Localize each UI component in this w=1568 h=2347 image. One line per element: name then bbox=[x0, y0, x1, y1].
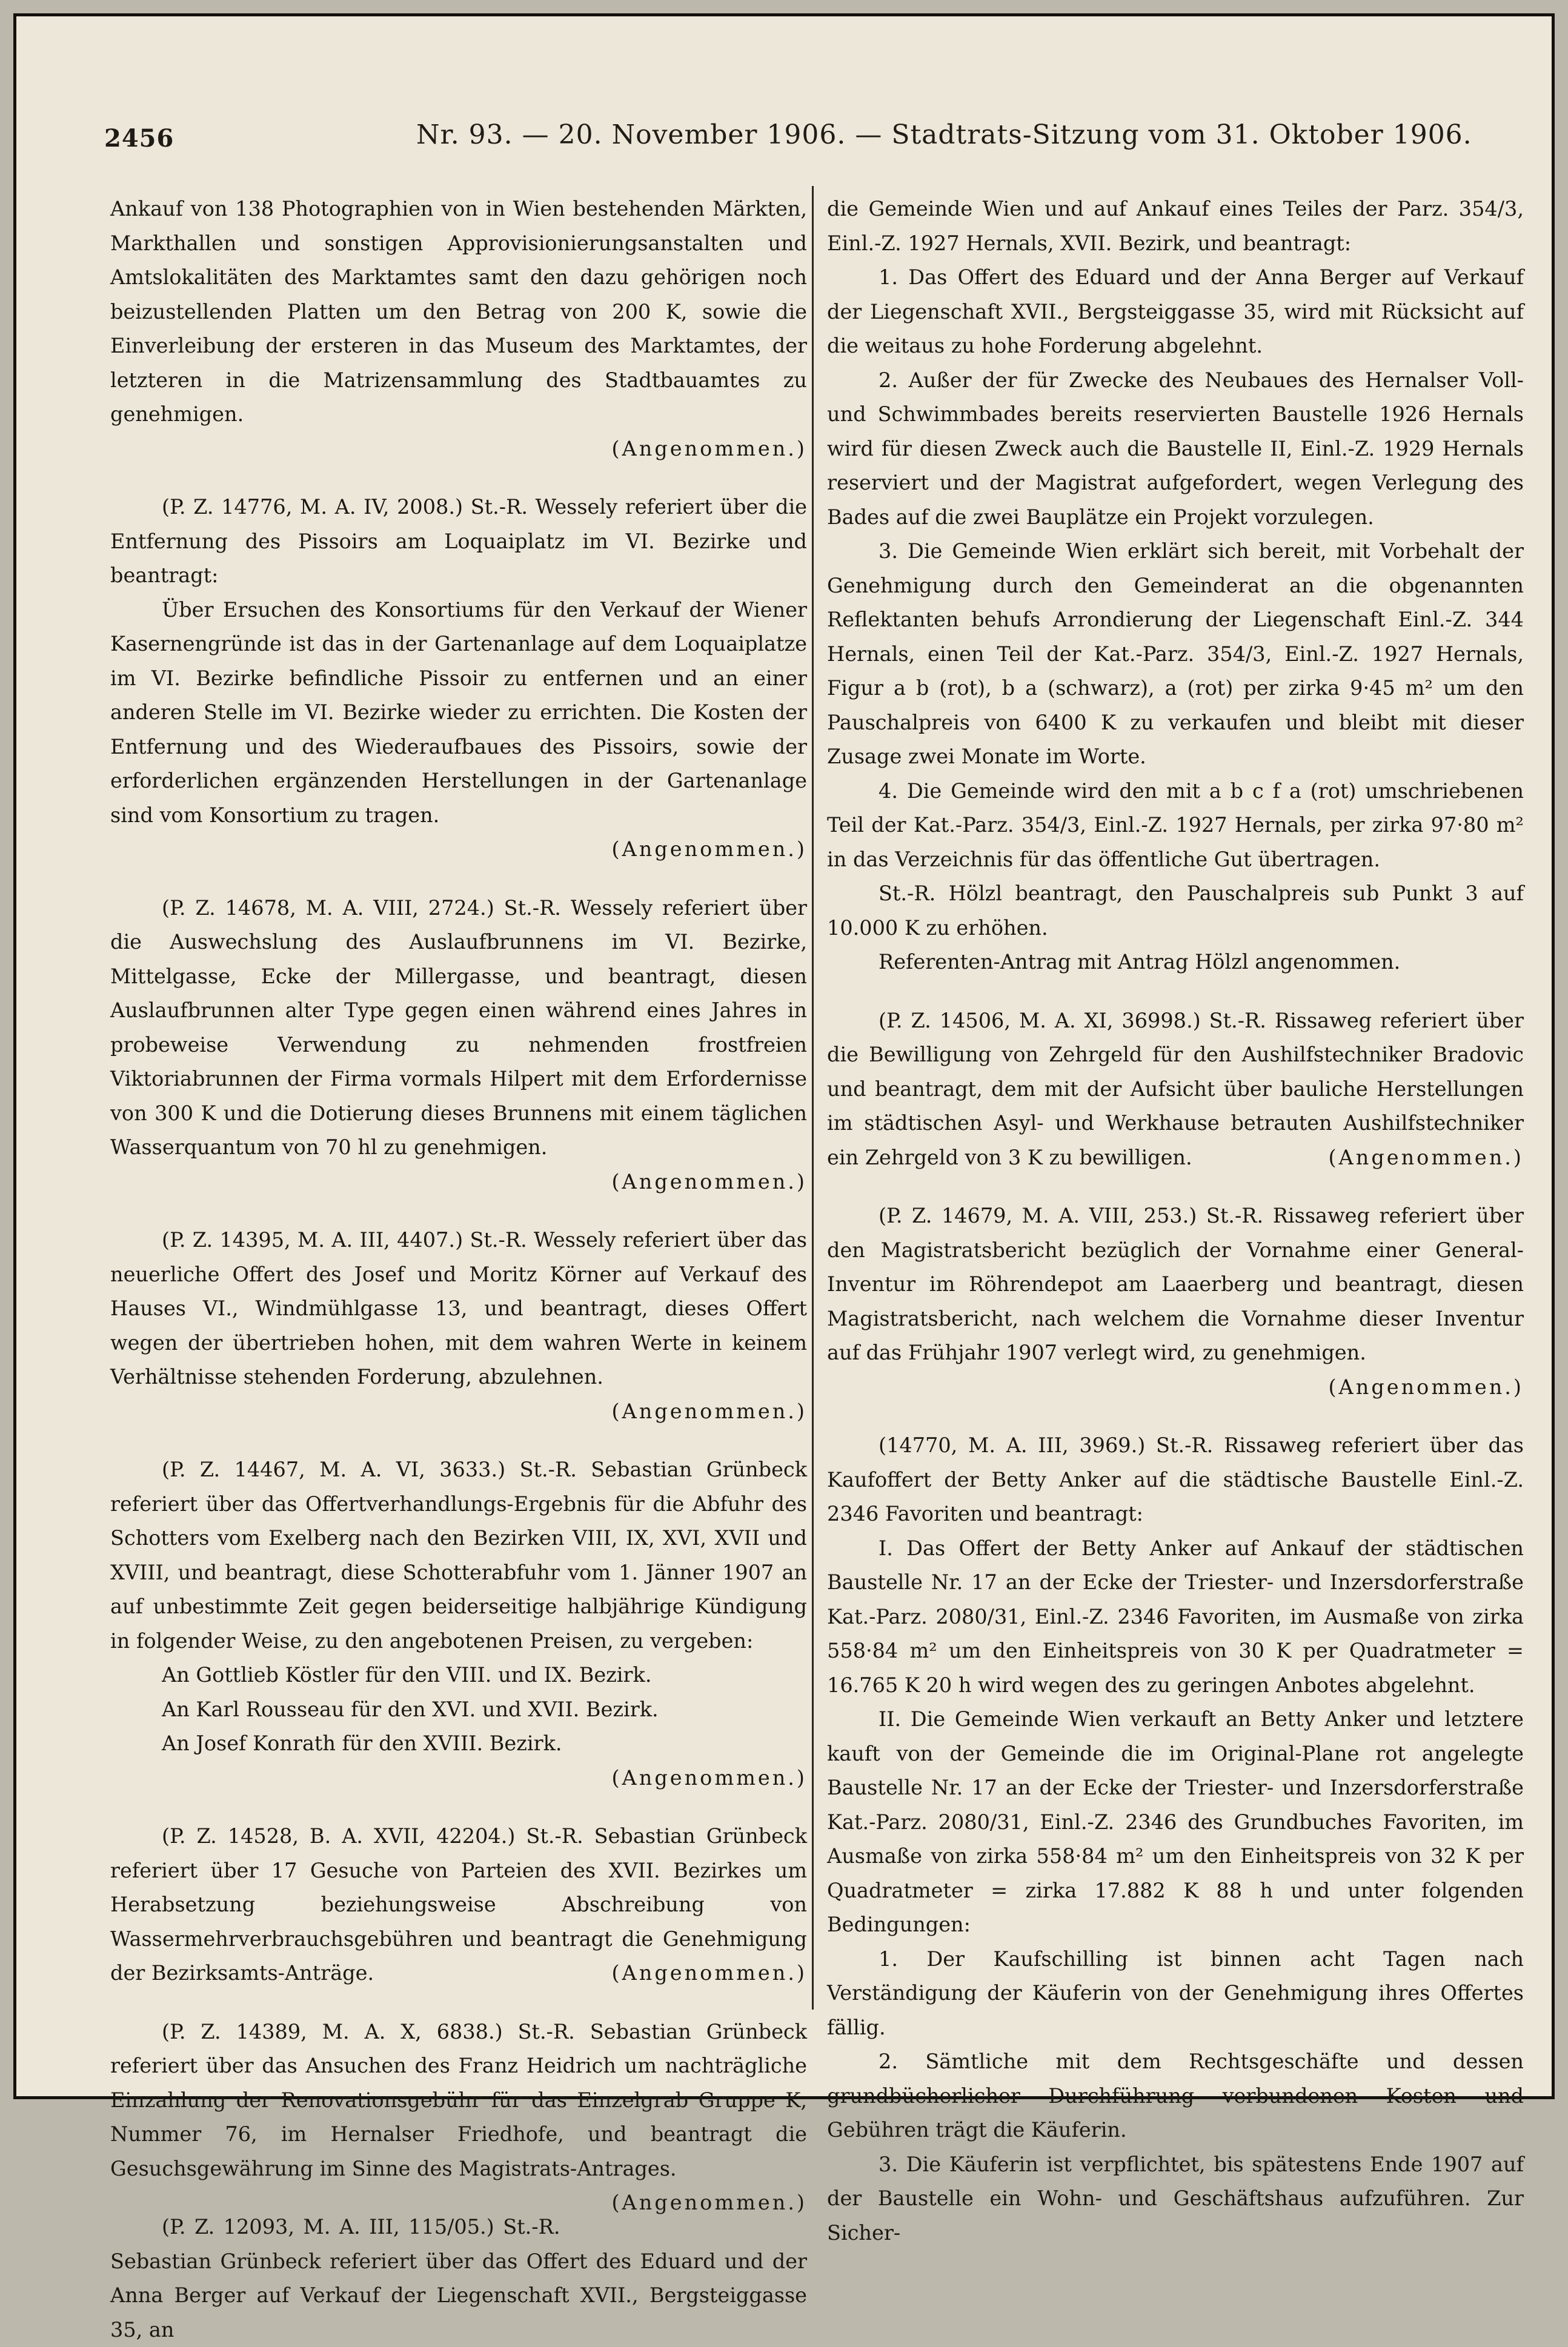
paragraph bbox=[110, 593, 807, 833]
paragraph-gap bbox=[827, 980, 1524, 1004]
accepted-note: (Angenommen.) bbox=[611, 1765, 807, 1790]
paragraph-text: die Gemeinde Wien und auf Ankauf eines Teiles der Parz. 354/3, Einl.-Z. 1927 Hernals, XVII. Bezirk, und beantragt: bbox=[827, 197, 1524, 255]
paragraph-text: (P. Z. 14467, M. A. VI, 3633.) St.-R. Sebastian Grünbeck referiert über das Offertverhandlungs-Ergebnis für die Abfuhr des Schotters vom Exelberg nach den Bezirken VIII, IX, XVI, XVII und XVIII, und beantragt, diese Schotterabfuhr vom 1. Jänner 1907 an auf unbestimmte Zeit gegen beiderseitige halbjährige Kündigung in folgender Weise, zu den angebotenen Preisen, zu vergeben: bbox=[110, 1458, 807, 1653]
agenda-item bbox=[110, 2210, 807, 2347]
column-divider bbox=[812, 186, 814, 2010]
left-column bbox=[110, 192, 807, 2347]
paragraph-gap bbox=[827, 1175, 1524, 1199]
accepted-note: (Angenommen.) bbox=[611, 837, 807, 861]
accepted-note: (Angenommen.) bbox=[611, 1399, 807, 1423]
paragraph bbox=[827, 364, 1524, 535]
paragraph-text: 1. Das Offert des Eduard und der Anna Berger auf Verkauf der Liegenschaft XVII., Bergsteiggasse 35, wird mit Rücksicht auf die weitaus zu hohe Forderung abgelehnt. bbox=[827, 265, 1524, 357]
paragraph-text: Über Ersuchen des Konsortiums für den Verkauf der Wiener Kasernengründe ist das in der Gartenanlage auf dem Loquaiplatze im VI. Bezirke befindliche Pissoir zu entfernen und an einer anderen Stelle im VI. Bezirke wieder zu errichten. Die Kosten der Entfernung und des Wiederaufbaues des Pissoirs, sowie der erforderlichen ergänzenden Herstellungen in der Gartenanlage sind vom Konsortium zu tragen. bbox=[110, 597, 807, 827]
agenda-item bbox=[110, 1453, 807, 1658]
paragraph-text: (P. Z. 14678, M. A. VIII, 2724.) St.-R. Wessely referiert über die Auswechslung des Auslaufbrunnens im VI. Bezirke, Mittelgasse, Ecke der Millergasse, und beantragt, diesen Auslaufbrunnen alter Type gegen einen während eines Jahres in probeweise Verwendung zu nehmenden frostfreien Viktoriabrunnen der Firma vormals Hilpert mit dem Erfordernisse von 300 K und die Dotierung dieses Brunnens mit einem täglichen Wasserquantum von 70 hl zu genehmigen. bbox=[110, 895, 807, 1159]
paragraph-text: 2. Außer der für Zwecke des Neubaues des Hernalser Voll- und Schwimmbades bereits reservierten Baustelle 1926 Hernals wird für diesen Zweck auch die Baustelle II, Einl.-Z. 1929 Hernals reserviert und der Magistrat aufgefordert, wegen Verlegung des Bades auf die zwei Bauplätze ein Projekt vorzulegen. bbox=[827, 368, 1524, 529]
paragraph-text: 1. Der Kaufschilling ist binnen acht Tagen nach Verständigung der Käuferin von der Genehmigung ihres Offertes fällig. bbox=[827, 1947, 1524, 2039]
paragraph-gap bbox=[110, 466, 807, 490]
paragraph-gap bbox=[110, 1991, 807, 2015]
agenda-item bbox=[110, 2015, 807, 2214]
paragraph-text: (P. Z. 14506, M. A. XI, 36998.) St.-R. Rissaweg referiert über die Bewilligung von Zehrgeld für den Aushilfstechniker Bradovic und beantragt, dem mit der Aufsicht über bauliche Herstellungen im städtischen Asyl- und Werkhause betrauten Aushilfstechniker ein Zehrgeld von 3 K zu bewilligen. bbox=[827, 1008, 1524, 1169]
paragraph-text: An Karl Rousseau für den XVI. und XVII. Bezirk. bbox=[162, 1697, 659, 1721]
paragraph-gap bbox=[110, 1795, 807, 1819]
paragraph bbox=[827, 534, 1524, 774]
accepted-note: (Angenommen.) bbox=[611, 2191, 807, 2214]
accepted-note: (Angenommen.) bbox=[611, 1169, 807, 1193]
paragraph bbox=[827, 1532, 1524, 1703]
accepted-note: (Angenommen.) bbox=[1328, 1375, 1524, 1399]
paragraph bbox=[110, 1693, 807, 1727]
agenda-item bbox=[110, 490, 807, 593]
agenda-item bbox=[827, 1429, 1524, 1532]
paragraph-gap bbox=[110, 867, 807, 891]
paragraph-text: (P. Z. 14528, B. A. XVII, 42204.) St.-R. Sebastian Grünbeck referiert über 17 Gesuche von Parteien des XVII. Bezirkes um Herabsetzung beziehungsweise Abschreibung von Wassermehrverbrauchsgebühren und beantragt die Genehmigung der Bezirksamts-Anträge. bbox=[110, 1824, 807, 1985]
paragraph bbox=[827, 2148, 1524, 2251]
paragraph bbox=[827, 192, 1524, 261]
paragraph-text: Ankauf von 138 Photographien von in Wien bestehenden Märkten, Markthallen und sonstigen Approvisionierungsanstalten und Amtslokalitäten des Marktamtes samt den dazu gehörigen noch beizustellenden Platten um den Betrag von 200 K, sowie die Einverleibung der ersteren in das Museum des Marktamtes, der letzteren in die Matrizensammlung des Stadtbauamtes zu genehmigen. bbox=[110, 197, 807, 426]
paragraph-gap bbox=[110, 1429, 807, 1453]
paragraph-text: (14770, M. A. III, 3969.) St.-R. Rissaweg referiert über das Kaufoffert der Betty Anker auf die städtische Baustelle Einl.-Z. 2346 Favoriten und beantragt: bbox=[827, 1433, 1524, 1525]
page-header bbox=[16, 16, 1552, 153]
paragraph-text: II. Die Gemeinde Wien verkauft an Betty Anker und letztere kauft von der Gemeinde die im Original-Plane rot angelegte Baustelle Nr. 17 an der Ecke der Triester- und Inzersdorferstraße Kat.-Parz. 2080/31, Einl.-Z. 2346 des Grundbuches Favoriten, im Ausmaße von zirka 558·84 m² um den Einheitspreis von 32 K per Quadratmeter = zirka 17.882 K 88 h und unter folgenden Bedingungen: bbox=[827, 1707, 1524, 1936]
agenda-item bbox=[110, 891, 807, 1165]
paragraph-text: (P. Z. 14395, M. A. III, 4407.) St.-R. Wessely referiert über das neuerliche Offert des Josef und Moritz Körner auf Verkauf des Hauses VI., Windmühlgasse 13, und beantragt, dieses Offert wegen der übertrieben hohen, mit dem wahren Werte in keinem Verhältnisse stehenden Forderung, abzulehnen. bbox=[110, 1228, 807, 1389]
paragraph bbox=[827, 261, 1524, 364]
paragraph-text: St.-R. Hölzl beantragt, den Pauschalpreis sub Punkt 3 auf 10.000 K zu erhöhen. bbox=[827, 881, 1524, 940]
paragraph-text: 2. Sämtliche mit dem Rechtsgeschäfte und dessen grundbücherlicher Durchführung verbundenen Kosten und Gebühren trägt die Käuferin. bbox=[827, 2050, 1524, 2142]
paragraph-text: (P. Z. 14679, M. A. VIII, 253.) St.-R. Rissaweg referiert über den Magistratsbericht bezüglich der Vornahme einer General-Inventur im Röhrendepot am Laaerberg und beantragt, diesen Magistratsbericht, nach welchem die Vornahme dieser Inventur auf das Frühjahr 1907 verlegt wird, zu genehmigen. bbox=[827, 1204, 1524, 1364]
paragraph bbox=[110, 1727, 807, 1761]
running-head: Nr. 93. — 20. November 1906. — Stadtrats-Sitzung vom 31. Oktober 1906. bbox=[416, 119, 1472, 150]
paragraph bbox=[827, 1702, 1524, 1942]
accepted-note: (Angenommen.) bbox=[611, 1961, 807, 1985]
accepted-note: (Angenommen.) bbox=[1328, 1145, 1524, 1169]
accepted-note: (Angenommen.) bbox=[611, 436, 807, 460]
paragraph-text: (P. Z. 12093, M. A. III, 115/05.) St.-R. Sebastian Grünbeck referiert über das Offert des Eduard und der Anna Berger auf Verkauf der Liegenschaft XVII., Bergsteiggasse 35, an bbox=[110, 2215, 807, 2342]
right-column bbox=[827, 192, 1524, 2250]
paragraph bbox=[827, 2045, 1524, 2148]
paragraph bbox=[110, 1658, 807, 1693]
paragraph-text: (P. Z. 14389, M. A. X, 6838.) St.-R. Sebastian Grünbeck referiert über das Ansuchen des Franz Heidrich um nachträgliche Einzahlung der Renovationsgebühr für das Einzelgrab Gruppe K, Nummer 76, im Hernalser Friedhofe, und beantragt die Gesuchsgewährung im Sinne des Magistrats-Antrages. bbox=[110, 2019, 807, 2180]
paragraph-text: 4. Die Gemeinde wird den mit a b c f a (rot) umschriebenen Teil der Kat.-Parz. 354/3, Einl.-Z. 1927 Hernals, per zirka 97·80 m² in das Verzeichnis für das öffentliche Gut übertragen. bbox=[827, 778, 1524, 871]
paragraph-text: I. Das Offert der Betty Anker auf Ankauf der städtischen Baustelle Nr. 17 an der Ecke der Triester- und Inzersdorferstraße Kat.-Parz. 2080/31, Einl.-Z. 2346 Favoriten, im Ausmaße von zirka 558·84 m² um den Einheitspreis von 30 K per Quadratmeter = 16.765 K 20 h wird wegen des zu geringen Anbotes abgelehnt. bbox=[827, 1536, 1524, 1697]
paragraph-text: 3. Die Käuferin ist verpflichtet, bis spätestens Ende 1907 auf der Baustelle ein Wohn- und Geschäftshaus aufzuführen. Zur Sicher- bbox=[827, 2152, 1524, 2245]
paragraph-text: (P. Z. 14776, M. A. IV, 2008.) St.-R. Wessely referiert über die Entfernung des Pissoirs am Loquaiplatz im VI. Bezirke und beantragt: bbox=[110, 495, 807, 587]
paragraph bbox=[110, 192, 807, 432]
agenda-item bbox=[827, 1199, 1524, 1370]
paragraph-text: An Gottlieb Köstler für den VIII. und IX. Bezirk. bbox=[162, 1663, 652, 1687]
agenda-item bbox=[827, 1004, 1524, 1175]
paragraph-gap bbox=[110, 1199, 807, 1223]
paragraph bbox=[827, 774, 1524, 877]
agenda-item bbox=[110, 1819, 807, 1991]
paragraph bbox=[827, 945, 1524, 980]
page-number: 2456 bbox=[104, 124, 174, 153]
paragraph-gap bbox=[827, 1404, 1524, 1429]
agenda-item bbox=[110, 1223, 807, 1395]
paragraph bbox=[827, 1942, 1524, 2045]
page-sheet bbox=[13, 13, 1555, 2342]
paragraph-text: An Josef Konrath für den XVIII. Bezirk. bbox=[162, 1731, 562, 1755]
paragraph-text: 3. Die Gemeinde Wien erklärt sich bereit, mit Vorbehalt der Genehmigung durch den Gemeinderat an die obgenannten Reflektanten behufs Arrondierung der Liegenschaft Einl.-Z. 344 Hernals, einen Teil der Kat.-Parz. 354/3, Einl.-Z. 1927 Hernals, Figur a b (rot), b a (schwarz), a (rot) per zirka 9·45 m² um den Pauschalpreis von 6400 K zu verkaufen und bleibt mit dieser Zusage zwei Monate im Worte. bbox=[827, 539, 1524, 768]
paragraph bbox=[827, 877, 1524, 945]
paragraph-text: Referenten-Antrag mit Antrag Hölzl angenommen. bbox=[879, 950, 1401, 974]
